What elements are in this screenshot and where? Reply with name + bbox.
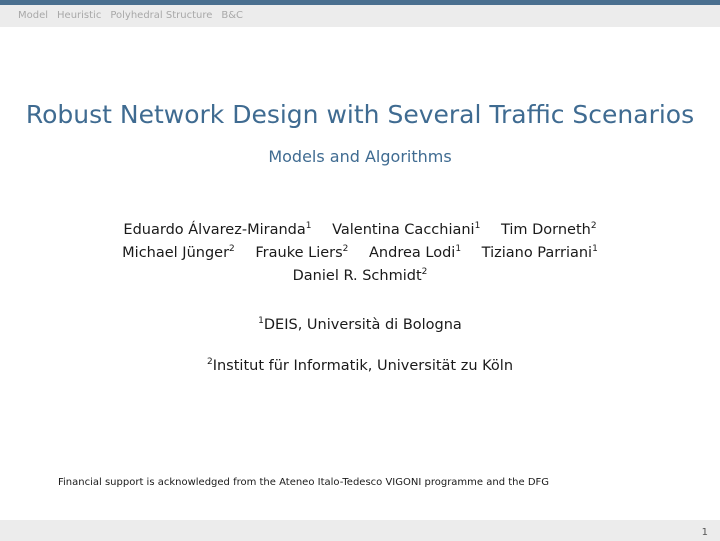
affiliation-mark: 2: [229, 244, 235, 254]
author-name: Frauke Liers: [255, 245, 343, 261]
nav-item-model[interactable]: Model: [18, 10, 49, 21]
nav-item-heuristic[interactable]: Heuristic: [57, 10, 102, 21]
affiliation-mark: 2: [206, 357, 213, 367]
institution-1: [0, 317, 720, 333]
institution-2: [0, 358, 720, 374]
header-accent-stripe: [0, 0, 720, 5]
author-line-1: [0, 222, 720, 238]
funding-footnote: Financial support is acknowledged from the Ateneo Italo-Tedesco VIGONI programme and the DFG: [58, 477, 550, 488]
footer-bar: [0, 520, 720, 541]
affiliation-mark: 1: [258, 316, 264, 326]
affiliation-mark: 2: [590, 221, 597, 231]
author-name: Tiziano Parriani: [481, 245, 593, 261]
page-number: 1: [701, 527, 708, 538]
author-name: Eduardo Álvarez-Miranda: [123, 222, 306, 238]
author-name: Andrea Lodi: [369, 245, 456, 261]
affiliation-mark: 2: [421, 267, 428, 277]
affiliation-mark: 1: [474, 221, 481, 231]
nav-item-polyhedral-structure[interactable]: Polyhedral Structure: [110, 10, 213, 21]
author-line-3: [0, 268, 720, 284]
author-name: Tim Dorneth: [500, 222, 591, 238]
author-line-2: [0, 245, 720, 261]
affiliation-mark: 1: [592, 244, 598, 254]
nav-item-bc[interactable]: B&C: [221, 10, 244, 21]
presentation-title: Robust Network Design with Several Traffic Scenarios: [25, 100, 695, 129]
header-bar: [0, 0, 720, 27]
affiliation-mark: 1: [455, 244, 462, 254]
section-navigation: [18, 10, 243, 21]
institution-name: DEIS, Università di Bologna: [263, 317, 462, 333]
affiliation-mark: 1: [305, 221, 312, 231]
author-name: Valentina Cacchiani: [332, 222, 475, 238]
author-name: Daniel R. Schmidt: [292, 268, 422, 284]
institution-name: Institut für Informatik, Universität zu Köln: [212, 358, 514, 374]
author-name: Michael Jünger: [122, 245, 230, 261]
affiliation-mark: 2: [342, 244, 349, 254]
presentation-subtitle: Models and Algorithms: [268, 147, 452, 166]
